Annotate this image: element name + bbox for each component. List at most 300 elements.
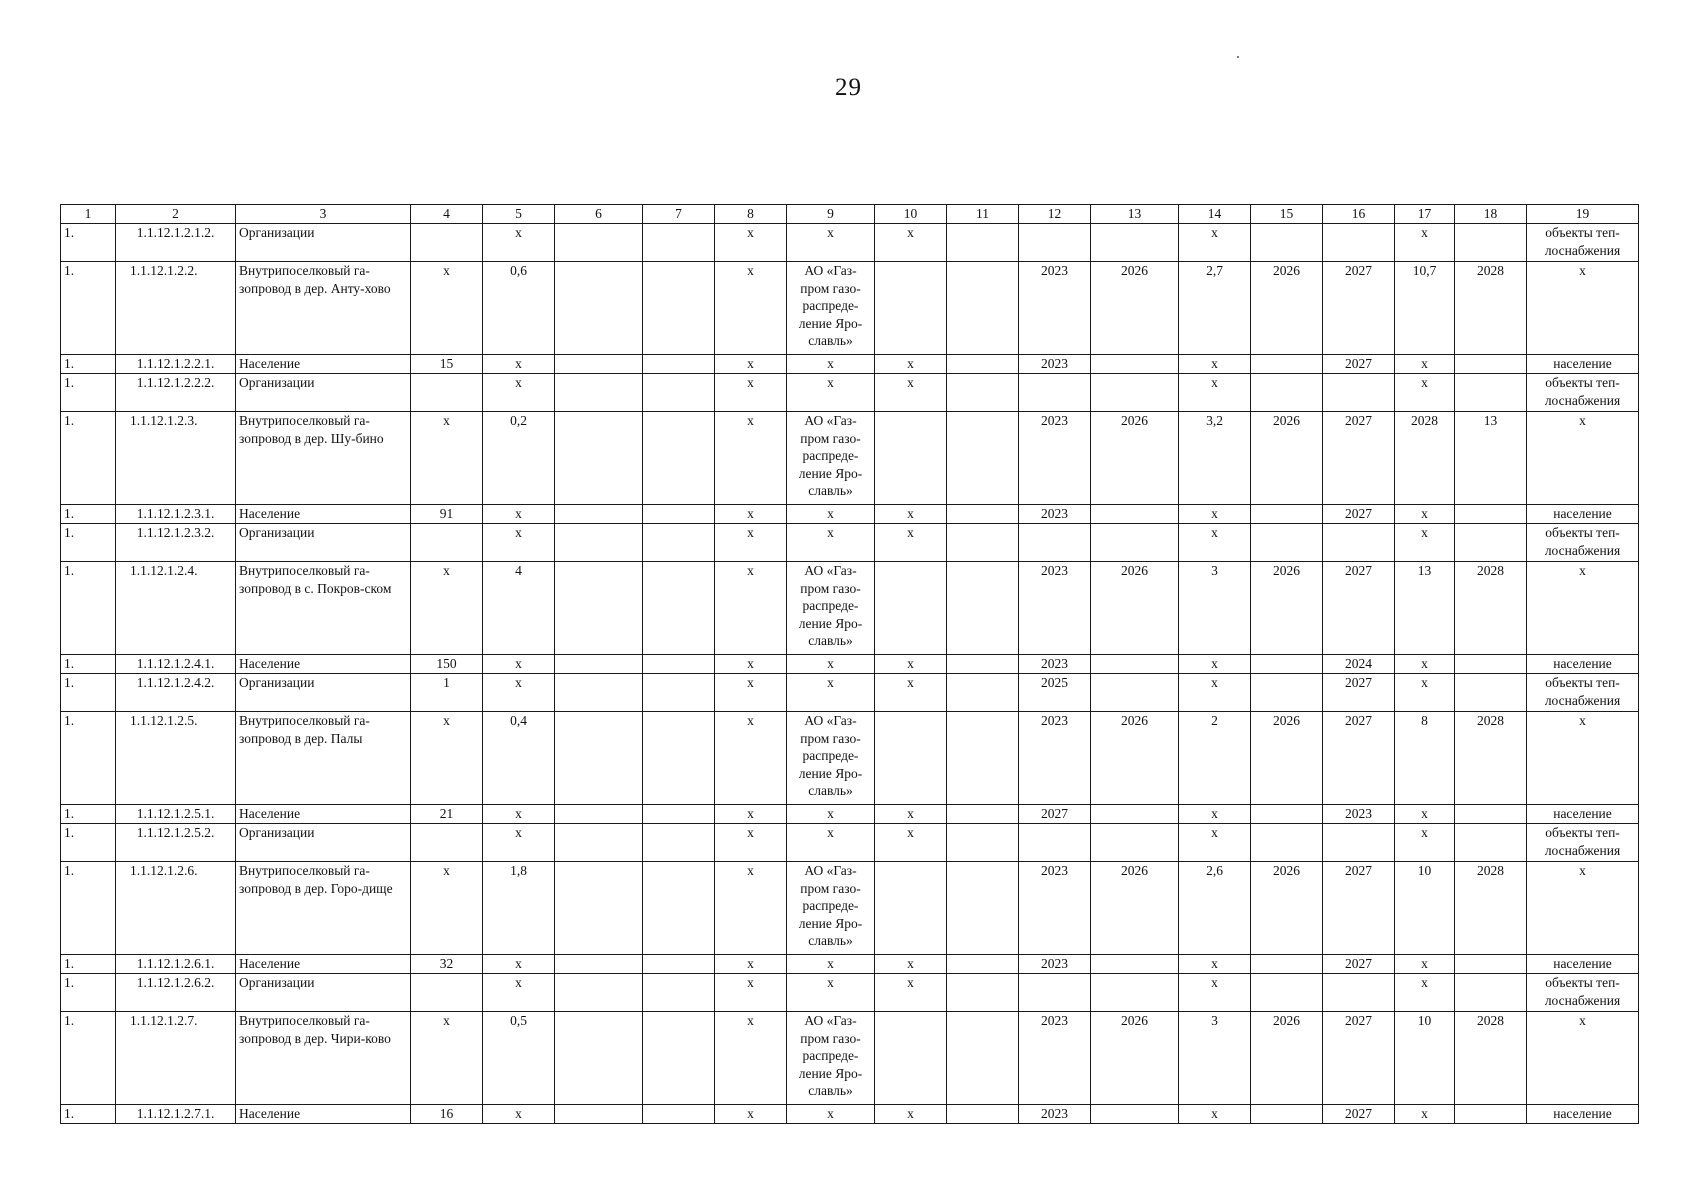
table-cell-col-9: АО «Газ-пром газо-распреде-ление Яро-славль» (787, 862, 875, 955)
table-cell-col-7 (643, 562, 715, 655)
table-cell-col-18 (1455, 524, 1527, 562)
table-cell-col-4: x (411, 1012, 483, 1105)
table-cell-col-16: 2027 (1323, 712, 1395, 805)
table-cell-col-9: x (787, 524, 875, 562)
table-cell-col-11 (947, 562, 1019, 655)
table-cell-col-4: 16 (411, 1105, 483, 1124)
table-cell-col-4: 32 (411, 955, 483, 974)
table-cell-col-18: 2028 (1455, 562, 1527, 655)
table-cell-col-16 (1323, 224, 1395, 262)
table-cell-col-11 (947, 674, 1019, 712)
table-cell-col-10: x (875, 1105, 947, 1124)
table-cell-col-4: x (411, 412, 483, 505)
table-cell-col-5: x (483, 355, 555, 374)
table-cell-col-10 (875, 712, 947, 805)
table-cell-col-9: АО «Газ-пром газо-распреде-ление Яро-славль» (787, 562, 875, 655)
table-cell-col-6 (555, 562, 643, 655)
table-cell-col-19: объекты теп-лоснабжения (1527, 974, 1639, 1012)
table-row (61, 862, 1639, 955)
table-cell-col-19: x (1527, 412, 1639, 505)
table-cell-col-17: x (1395, 824, 1455, 862)
table-cell-col-1: 1. (61, 355, 116, 374)
table-cell-col-17: 2028 (1395, 412, 1455, 505)
table-cell-col-11 (947, 374, 1019, 412)
column-number-12: 12 (1019, 205, 1091, 224)
table-cell-col-5: x (483, 374, 555, 412)
table-cell-col-11 (947, 862, 1019, 955)
table-cell-col-5: 0,4 (483, 712, 555, 805)
table-cell-col-10: x (875, 955, 947, 974)
table-cell-col-2: 1.1.12.1.2.4.1. (116, 655, 236, 674)
table-cell-col-7 (643, 262, 715, 355)
table-cell-col-13 (1091, 805, 1179, 824)
table-cell-col-14: 3 (1179, 1012, 1251, 1105)
column-number-16: 16 (1323, 205, 1395, 224)
table-cell-col-12 (1019, 524, 1091, 562)
table-cell-col-7 (643, 412, 715, 505)
table-cell-col-14: x (1179, 1105, 1251, 1124)
table-cell-col-16: 2027 (1323, 355, 1395, 374)
table-cell-col-10 (875, 412, 947, 505)
table-cell-col-16 (1323, 974, 1395, 1012)
table-cell-col-17: x (1395, 955, 1455, 974)
table-cell-col-6 (555, 974, 643, 1012)
table-cell-col-18 (1455, 224, 1527, 262)
table-cell-col-18: 2028 (1455, 862, 1527, 955)
table-cell-col-10: x (875, 655, 947, 674)
table-cell-col-8: x (715, 655, 787, 674)
table-cell-col-15 (1251, 805, 1323, 824)
table-cell-col-12: 2023 (1019, 955, 1091, 974)
table-cell-col-17: x (1395, 524, 1455, 562)
table-cell-col-19: x (1527, 562, 1639, 655)
table-cell-col-6 (555, 712, 643, 805)
table-cell-col-18: 2028 (1455, 1012, 1527, 1105)
table-cell-col-5: 0,2 (483, 412, 555, 505)
table-cell-col-19: объекты теп-лоснабжения (1527, 224, 1639, 262)
table-cell-col-18 (1455, 355, 1527, 374)
table-cell-col-13: 2026 (1091, 862, 1179, 955)
table-cell-col-6 (555, 862, 643, 955)
table-cell-col-5: x (483, 824, 555, 862)
table-row (61, 374, 1639, 412)
table-cell-col-4: x (411, 562, 483, 655)
table-cell-col-13: 2026 (1091, 562, 1179, 655)
table-cell-col-14: x (1179, 955, 1251, 974)
table-cell-col-4: 91 (411, 505, 483, 524)
table-cell-col-3: Население (236, 955, 411, 974)
table-cell-col-7 (643, 955, 715, 974)
table-cell-col-17: x (1395, 1105, 1455, 1124)
table-cell-col-8: x (715, 1012, 787, 1105)
table-cell-col-16: 2024 (1323, 655, 1395, 674)
table-cell-col-5: x (483, 805, 555, 824)
table-cell-col-2: 1.1.12.1.2.6.1. (116, 955, 236, 974)
table-cell-col-13 (1091, 1105, 1179, 1124)
column-number-7: 7 (643, 205, 715, 224)
table-row (61, 562, 1639, 655)
table-cell-col-9: АО «Газ-пром газо-распреде-ление Яро-славль» (787, 712, 875, 805)
table-cell-col-16: 2027 (1323, 674, 1395, 712)
table-cell-col-19: x (1527, 1012, 1639, 1105)
table-cell-col-10: x (875, 805, 947, 824)
table-cell-col-12: 2027 (1019, 805, 1091, 824)
table-cell-col-19: объекты теп-лоснабжения (1527, 374, 1639, 412)
table-cell-col-12 (1019, 374, 1091, 412)
table-cell-col-2: 1.1.12.1.2.6. (116, 862, 236, 955)
table-cell-col-17: x (1395, 974, 1455, 1012)
table-cell-col-6 (555, 224, 643, 262)
table-cell-col-15 (1251, 524, 1323, 562)
table-cell-col-2: 1.1.12.1.2.3.2. (116, 524, 236, 562)
table-cell-col-5: 4 (483, 562, 555, 655)
table-cell-col-1: 1. (61, 224, 116, 262)
table-cell-col-11 (947, 974, 1019, 1012)
table-cell-col-3: Организации (236, 374, 411, 412)
table-cell-col-5: 0,6 (483, 262, 555, 355)
table-cell-col-5: x (483, 974, 555, 1012)
column-number-18: 18 (1455, 205, 1527, 224)
table-row (61, 974, 1639, 1012)
table-cell-col-16 (1323, 374, 1395, 412)
table-cell-col-18 (1455, 824, 1527, 862)
table-cell-col-7 (643, 824, 715, 862)
table-cell-col-16: 2027 (1323, 1012, 1395, 1105)
table-cell-col-10: x (875, 674, 947, 712)
table-cell-col-14: x (1179, 505, 1251, 524)
table-cell-col-15 (1251, 505, 1323, 524)
table-cell-col-15 (1251, 974, 1323, 1012)
table-cell-col-1: 1. (61, 974, 116, 1012)
table-cell-col-8: x (715, 355, 787, 374)
table-cell-col-2: 1.1.12.1.2.1.2. (116, 224, 236, 262)
table-cell-col-8: x (715, 712, 787, 805)
table-cell-col-6 (555, 824, 643, 862)
table-cell-col-4: 150 (411, 655, 483, 674)
table-cell-col-2: 1.1.12.1.2.2.2. (116, 374, 236, 412)
table-cell-col-15 (1251, 355, 1323, 374)
table-cell-col-2: 1.1.12.1.2.5. (116, 712, 236, 805)
table-cell-col-3: Организации (236, 224, 411, 262)
table-cell-col-11 (947, 355, 1019, 374)
table-cell-col-12: 2023 (1019, 1105, 1091, 1124)
table-cell-col-8: x (715, 955, 787, 974)
table-cell-col-18 (1455, 1105, 1527, 1124)
table-cell-col-14: x (1179, 674, 1251, 712)
table-cell-col-5: x (483, 1105, 555, 1124)
table-cell-col-6 (555, 1105, 643, 1124)
table-cell-col-10: x (875, 974, 947, 1012)
table-cell-col-11 (947, 412, 1019, 505)
table-cell-col-1: 1. (61, 805, 116, 824)
table-cell-col-12 (1019, 974, 1091, 1012)
column-number-5: 5 (483, 205, 555, 224)
table-cell-col-17: 10 (1395, 1012, 1455, 1105)
table-row (61, 805, 1639, 824)
table-cell-col-11 (947, 224, 1019, 262)
table-cell-col-1: 1. (61, 505, 116, 524)
table-cell-col-13 (1091, 655, 1179, 674)
table-cell-col-12: 2025 (1019, 674, 1091, 712)
table-cell-col-13 (1091, 524, 1179, 562)
table-cell-col-3: Население (236, 805, 411, 824)
table-cell-col-19: население (1527, 505, 1639, 524)
table-row (61, 824, 1639, 862)
table-cell-col-4: 15 (411, 355, 483, 374)
table-row (61, 712, 1639, 805)
table-cell-col-18 (1455, 674, 1527, 712)
table-row (61, 655, 1639, 674)
table-cell-col-4 (411, 374, 483, 412)
table-cell-col-17: 13 (1395, 562, 1455, 655)
table-cell-col-13: 2026 (1091, 1012, 1179, 1105)
table-cell-col-7 (643, 655, 715, 674)
table-cell-col-9: x (787, 655, 875, 674)
table-cell-col-11 (947, 505, 1019, 524)
table-cell-col-14: x (1179, 805, 1251, 824)
table-cell-col-8: x (715, 1105, 787, 1124)
table-cell-col-19: объекты теп-лоснабжения (1527, 674, 1639, 712)
column-number-11: 11 (947, 205, 1019, 224)
table-cell-col-19: население (1527, 955, 1639, 974)
table-cell-col-12: 2023 (1019, 712, 1091, 805)
table-cell-col-7 (643, 862, 715, 955)
table-cell-col-12: 2023 (1019, 862, 1091, 955)
table-cell-col-10: x (875, 224, 947, 262)
table-cell-col-16: 2027 (1323, 562, 1395, 655)
table-cell-col-7 (643, 505, 715, 524)
column-number-17: 17 (1395, 205, 1455, 224)
table-cell-col-1: 1. (61, 862, 116, 955)
table-cell-col-2: 1.1.12.1.2.6.2. (116, 974, 236, 1012)
table-cell-col-1: 1. (61, 1012, 116, 1105)
table-cell-col-2: 1.1.12.1.2.4.2. (116, 674, 236, 712)
table-cell-col-16 (1323, 524, 1395, 562)
table-cell-col-5: x (483, 655, 555, 674)
table-cell-col-2: 1.1.12.1.2.5.2. (116, 824, 236, 862)
table-cell-col-16: 2027 (1323, 862, 1395, 955)
table-cell-col-18 (1455, 505, 1527, 524)
table-cell-col-18 (1455, 955, 1527, 974)
table-cell-col-18 (1455, 374, 1527, 412)
table-cell-col-9: x (787, 505, 875, 524)
table-cell-col-9: x (787, 355, 875, 374)
table-cell-col-7 (643, 1105, 715, 1124)
table-cell-col-11 (947, 712, 1019, 805)
table-cell-col-19: население (1527, 1105, 1639, 1124)
table-cell-col-7 (643, 674, 715, 712)
column-number-15: 15 (1251, 205, 1323, 224)
table-cell-col-2: 1.1.12.1.2.2. (116, 262, 236, 355)
table-cell-col-7 (643, 1012, 715, 1105)
table-cell-col-9: АО «Газ-пром газо-распреде-ление Яро-славль» (787, 1012, 875, 1105)
table-cell-col-1: 1. (61, 524, 116, 562)
column-number-8: 8 (715, 205, 787, 224)
table-cell-col-14: 2 (1179, 712, 1251, 805)
table-cell-col-15: 2026 (1251, 862, 1323, 955)
table-cell-col-14: x (1179, 224, 1251, 262)
table-cell-col-15: 2026 (1251, 262, 1323, 355)
table-cell-col-19: население (1527, 805, 1639, 824)
column-number-9: 9 (787, 205, 875, 224)
table-cell-col-4: x (411, 712, 483, 805)
table-cell-col-9: x (787, 824, 875, 862)
table-cell-col-3: Внутрипоселковый га-зопровод в дер. Горо-дище (236, 862, 411, 955)
table-row (61, 262, 1639, 355)
table-cell-col-3: Внутрипоселковый га-зопровод в с. Покров-ском (236, 562, 411, 655)
table-cell-col-16 (1323, 824, 1395, 862)
page-number: 29 (835, 74, 862, 101)
table-cell-col-15: 2026 (1251, 412, 1323, 505)
table-cell-col-11 (947, 955, 1019, 974)
table-cell-col-1: 1. (61, 262, 116, 355)
table-cell-col-2: 1.1.12.1.2.4. (116, 562, 236, 655)
column-number-13: 13 (1091, 205, 1179, 224)
table-cell-col-14: 2,7 (1179, 262, 1251, 355)
table-cell-col-12: 2023 (1019, 412, 1091, 505)
table-cell-col-7 (643, 974, 715, 1012)
table-cell-col-19: объекты теп-лоснабжения (1527, 824, 1639, 862)
table-cell-col-3: Внутрипоселковый га-зопровод в дер. Палы (236, 712, 411, 805)
table-cell-col-17: 8 (1395, 712, 1455, 805)
table-cell-col-15 (1251, 224, 1323, 262)
table-cell-col-8: x (715, 674, 787, 712)
table-cell-col-7 (643, 524, 715, 562)
table-cell-col-17: x (1395, 674, 1455, 712)
table-cell-col-13: 2026 (1091, 712, 1179, 805)
table-row (61, 674, 1639, 712)
table-cell-col-3: Организации (236, 524, 411, 562)
table-cell-col-6 (555, 524, 643, 562)
table-cell-col-5: x (483, 524, 555, 562)
table-cell-col-15 (1251, 955, 1323, 974)
table-cell-col-19: объекты теп-лоснабжения (1527, 524, 1639, 562)
table-cell-col-17: x (1395, 355, 1455, 374)
table-cell-col-14: 3,2 (1179, 412, 1251, 505)
table-cell-col-13 (1091, 355, 1179, 374)
table-cell-col-18: 2028 (1455, 712, 1527, 805)
table-cell-col-8: x (715, 524, 787, 562)
table-cell-col-4 (411, 974, 483, 1012)
table-cell-col-3: Внутрипоселковый га-зопровод в дер. Шу-бино (236, 412, 411, 505)
table-cell-col-12: 2023 (1019, 355, 1091, 374)
table-cell-col-8: x (715, 805, 787, 824)
table-cell-col-1: 1. (61, 824, 116, 862)
table-cell-col-10: x (875, 355, 947, 374)
table-cell-col-14: 3 (1179, 562, 1251, 655)
table-cell-col-15: 2026 (1251, 712, 1323, 805)
table-cell-col-7 (643, 805, 715, 824)
table-cell-col-3: Внутрипоселковый га-зопровод в дер. Анту-хово (236, 262, 411, 355)
table-cell-col-10: x (875, 505, 947, 524)
column-number-4: 4 (411, 205, 483, 224)
table-cell-col-18 (1455, 974, 1527, 1012)
table-cell-col-13: 2026 (1091, 262, 1179, 355)
table-cell-col-10 (875, 1012, 947, 1105)
table-cell-col-11 (947, 262, 1019, 355)
table-cell-col-11 (947, 805, 1019, 824)
table-cell-col-8: x (715, 374, 787, 412)
table-cell-col-19: население (1527, 355, 1639, 374)
table-cell-col-17: x (1395, 655, 1455, 674)
table-cell-col-5: x (483, 224, 555, 262)
table-cell-col-15 (1251, 374, 1323, 412)
table-cell-col-6 (555, 955, 643, 974)
table-row (61, 524, 1639, 562)
table-cell-col-3: Организации (236, 974, 411, 1012)
table-cell-col-6 (555, 655, 643, 674)
table-cell-col-15 (1251, 824, 1323, 862)
table-cell-col-16: 2023 (1323, 805, 1395, 824)
table-cell-col-2: 1.1.12.1.2.7. (116, 1012, 236, 1105)
table-cell-col-11 (947, 655, 1019, 674)
table-cell-col-9: x (787, 955, 875, 974)
table-cell-col-4 (411, 824, 483, 862)
table-cell-col-17: x (1395, 805, 1455, 824)
table-cell-col-19: население (1527, 655, 1639, 674)
table-cell-col-9: АО «Газ-пром газо-распреде-ление Яро-славль» (787, 262, 875, 355)
table-cell-col-6 (555, 1012, 643, 1105)
table-cell-col-11 (947, 524, 1019, 562)
table-cell-col-13 (1091, 974, 1179, 1012)
table-cell-col-5: x (483, 955, 555, 974)
table-cell-col-19: x (1527, 712, 1639, 805)
table-cell-col-12: 2023 (1019, 262, 1091, 355)
table-cell-col-9: x (787, 974, 875, 1012)
table-cell-col-14: x (1179, 524, 1251, 562)
table-cell-col-14: x (1179, 374, 1251, 412)
table-cell-col-2: 1.1.12.1.2.3. (116, 412, 236, 505)
table-cell-col-3: Внутрипоселковый га-зопровод в дер. Чири-ково (236, 1012, 411, 1105)
table-cell-col-18: 13 (1455, 412, 1527, 505)
table-cell-col-13: 2026 (1091, 412, 1179, 505)
table-cell-col-2: 1.1.12.1.2.3.1. (116, 505, 236, 524)
table-cell-col-3: Население (236, 1105, 411, 1124)
table-cell-col-6 (555, 262, 643, 355)
table-cell-col-4: 1 (411, 674, 483, 712)
table-cell-col-7 (643, 712, 715, 805)
column-number-3: 3 (236, 205, 411, 224)
table-cell-col-18 (1455, 805, 1527, 824)
table-cell-col-12 (1019, 224, 1091, 262)
table-cell-col-1: 1. (61, 412, 116, 505)
table-cell-col-8: x (715, 412, 787, 505)
table-cell-col-12: 2023 (1019, 562, 1091, 655)
table-cell-col-6 (555, 674, 643, 712)
table-cell-col-8: x (715, 505, 787, 524)
table-cell-col-10 (875, 262, 947, 355)
table-cell-col-4: 21 (411, 805, 483, 824)
table-cell-col-9: x (787, 224, 875, 262)
table-row (61, 955, 1639, 974)
table-row (61, 224, 1639, 262)
table-cell-col-11 (947, 1012, 1019, 1105)
table-cell-col-17: x (1395, 224, 1455, 262)
table-cell-col-11 (947, 1105, 1019, 1124)
table-cell-col-16: 2027 (1323, 1105, 1395, 1124)
table-cell-col-16: 2027 (1323, 955, 1395, 974)
scan-speck (1237, 56, 1239, 58)
table-cell-col-16: 2027 (1323, 262, 1395, 355)
table-cell-col-9: АО «Газ-пром газо-распреде-ление Яро-славль» (787, 412, 875, 505)
table-row (61, 355, 1639, 374)
table-cell-col-16: 2027 (1323, 505, 1395, 524)
table-cell-col-10: x (875, 524, 947, 562)
table-cell-col-2: 1.1.12.1.2.7.1. (116, 1105, 236, 1124)
table-cell-col-1: 1. (61, 674, 116, 712)
table-cell-col-1: 1. (61, 712, 116, 805)
table-cell-col-6 (555, 805, 643, 824)
